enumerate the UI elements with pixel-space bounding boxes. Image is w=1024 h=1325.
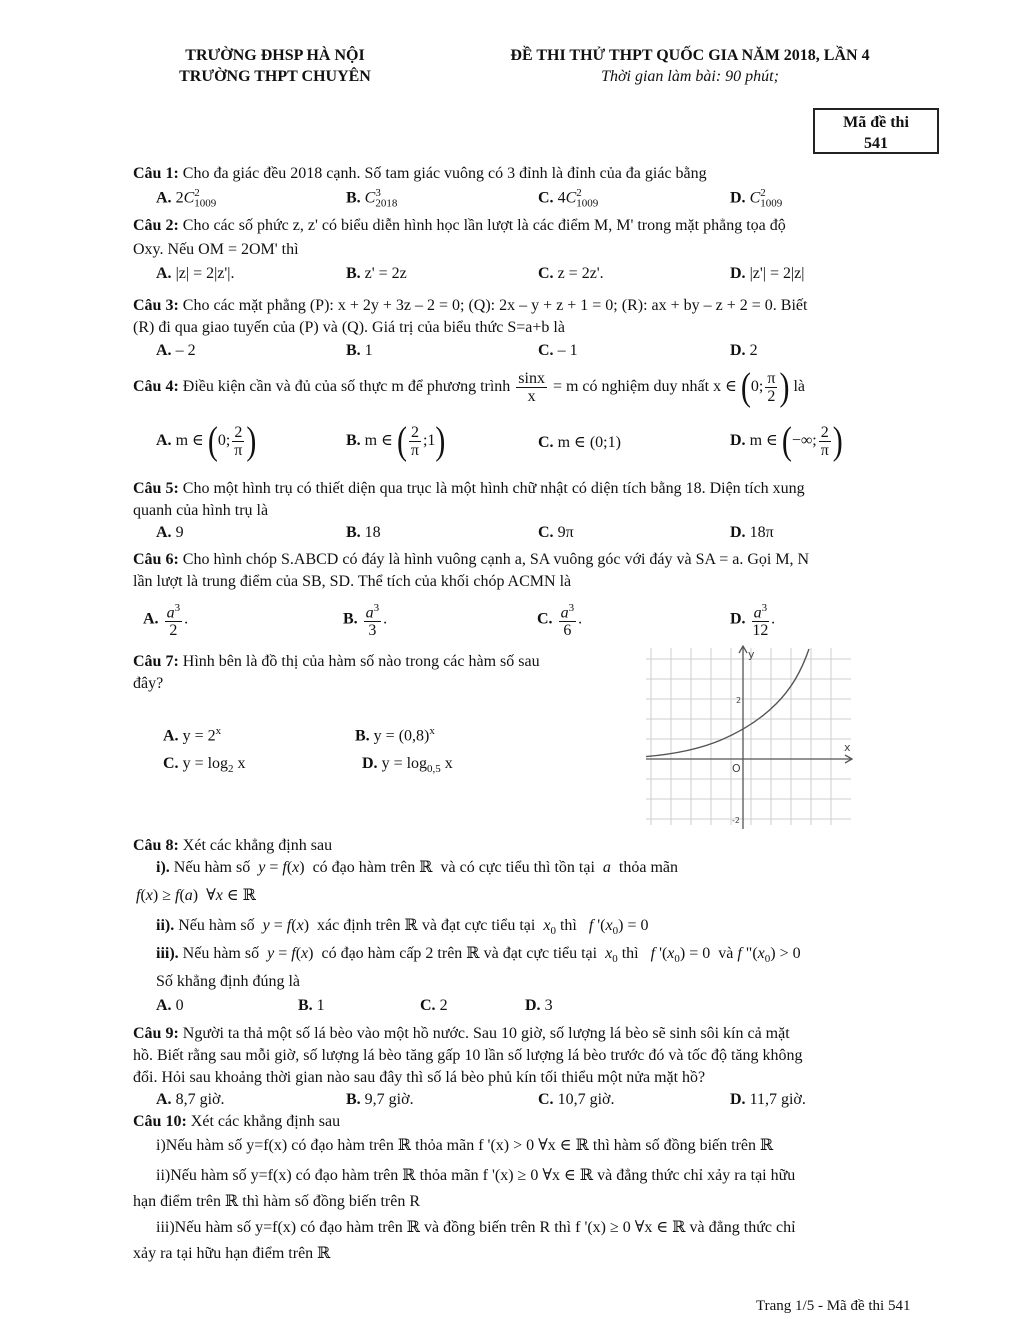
exponential-curve bbox=[646, 649, 809, 757]
q10-statement-iii: iii)Nếu hàm số y=f(x) có đạo hàm trên ℝ và đồng biến trên R thì f '(x) ≥ 0 ∀x ∈ ℝ và đẳng thức chỉ bbox=[156, 1219, 796, 1236]
q1-option-b: B. $C_{2018}^3$ bbox=[346, 187, 398, 210]
q9-text-2: hồ. Biết rằng sau mỗi giờ, số lượng lá bèo tăng gấp 10 lần số lượng lá bèo trước đó và tốc độ tăng không bbox=[133, 1047, 803, 1064]
q5-option-d: D. 18π bbox=[730, 524, 774, 541]
q2-option-d: D. |z'| = 2|z| bbox=[730, 265, 805, 282]
q3-option-a: A. – 2 bbox=[156, 342, 196, 359]
exam-code-box bbox=[813, 108, 939, 154]
q4-fraction: $\frac{\sin x}{x}$ bbox=[518, 370, 545, 405]
question-1 bbox=[133, 164, 707, 183]
q7-text-2: đây? bbox=[133, 675, 164, 692]
q4-option-a: A. m ∈ (0; $\frac{2}{\pi}$ ) bbox=[156, 419, 257, 463]
q7-option-c: C. $y = \log_2 x$ bbox=[163, 755, 246, 776]
graph-tick-pos: 2 bbox=[736, 696, 742, 705]
q1-label: Câu 1: bbox=[133, 165, 179, 182]
q3-option-d: D. 2 bbox=[730, 342, 758, 359]
q9-text-3: đổi. Hỏi sau khoảng thời gian nào sau đây thì số lá bèo phủ kín tối thiểu một nửa mặt hồ? bbox=[133, 1069, 706, 1086]
q9-option-a: A. 8,7 giờ. bbox=[156, 1091, 225, 1108]
q3-option-c: C. – 1 bbox=[538, 342, 578, 359]
question-7: Câu 7: Hình bên là đồ thị của hàm số nào trong các hàm số sau bbox=[133, 653, 540, 670]
q8-statement-iii: iii). Nếu hàm số y = f(x) có đạo hàm cấp 2 trên ℝ và đạt cực tiểu tại $x_0$ thì f '$(x_0) = 0$ và f "$(x_0) > 0$ bbox=[156, 945, 801, 966]
q2-option-b: B. z' = 2z bbox=[346, 265, 407, 282]
q4-option-d: D. m ∈ (−∞; $\frac{2}{\pi}$ ) bbox=[730, 419, 843, 463]
q6-option-b: B. $\frac{a^3}{3}$ . bbox=[343, 602, 388, 640]
q9-text-1: Người ta thả một số lá bèo vào một hồ nước. Sau 10 giờ, số lượng lá bèo sẽ sinh sôi kín cả mặt bbox=[182, 1025, 790, 1042]
q8-summary: Số khẳng định đúng là bbox=[156, 973, 300, 990]
q7-text-1: Hình bên là đồ thị của hàm số nào trong các hàm số sau bbox=[182, 653, 540, 670]
graph-x-label: x bbox=[844, 741, 851, 754]
q10-statement-ii-cont: hạn điểm trên ℝ thì hàm số đồng biến trên R bbox=[133, 1193, 421, 1210]
q5-option-a: A. 9 bbox=[156, 524, 184, 541]
school-name-2: TRƯỜNG THPT CHUYÊN bbox=[179, 68, 371, 85]
q10-statement-iii-cont: xảy ra tại hữu hạn điểm trên ℝ bbox=[133, 1245, 331, 1262]
q2-option-a: A. |z| = 2|z'|. bbox=[156, 265, 235, 282]
question-2: Câu 2: Cho các số phức z, z' có biểu diễn hình học lần lượt là các điểm M, M' trong mặt phẳng tọa độ bbox=[133, 217, 786, 234]
question-4: Câu 4: Điều kiện cần và đủ của số thực m để phương trình $\frac{\sin x}{x}$ = m có nghiệm duy nhất x ∈ (0; $\frac{\pi}{2}$ ) là bbox=[133, 365, 805, 409]
graph-y-label: y bbox=[748, 648, 755, 661]
q9-option-b: B. 9,7 giờ. bbox=[346, 1091, 414, 1108]
q7-option-a: A. $y = 2^x$ bbox=[163, 725, 222, 745]
q3-option-b: B. 1 bbox=[346, 342, 373, 359]
q1-text: Cho đa giác đều 2018 cạnh. Số tam giác vuông có 3 đỉnh là đỉnh của đa giác bằng bbox=[182, 165, 707, 182]
q5-option-b: B. 18 bbox=[346, 524, 381, 541]
q6-text-1: Cho hình chóp S.ABCD có đáy là hình vuông cạnh a, SA vuông góc với đáy và SA = a. Gọi M, N bbox=[182, 551, 810, 568]
q8-option-c: C. 2 bbox=[420, 997, 448, 1014]
q8-option-a: A. 0 bbox=[156, 997, 184, 1014]
q10-statement-i: i)Nếu hàm số y=f(x) có đạo hàm trên ℝ thỏa mãn f '(x) > 0 ∀x ∈ ℝ thì hàm số đồng biến trên ℝ bbox=[156, 1137, 774, 1154]
q8-option-d: D. 3 bbox=[525, 997, 553, 1014]
q10-statement-ii: ii)Nếu hàm số y=f(x) có đạo hàm trên ℝ thỏa mãn f '(x) ≥ 0 ∀x ∈ ℝ và đẳng thức chỉ xảy ra tại hữu bbox=[156, 1167, 796, 1184]
q5-text-1: Cho một hình trụ có thiết diện qua trục là một hình chữ nhật có diện tích bằng 18. Diện tích xung bbox=[182, 480, 805, 497]
school-name-1: TRƯỜNG ĐHSP HÀ NỘI bbox=[185, 47, 365, 64]
q2-text-1: Cho các số phức z, z' có biểu diễn hình học lần lượt là các điểm M, M' trong mặt phẳng tọa độ bbox=[182, 217, 786, 234]
question-3: Câu 3: Cho các mặt phẳng (P): x + 2y + 3z – 2 = 0; (Q): 2x – y + z + 1 = 0; (R): ax + by – z + 2 = 0. Biết bbox=[133, 297, 808, 314]
q7-option-d: D. $y = \log_{0,5} x$ bbox=[362, 755, 453, 776]
q3-text-2: (R) đi qua giao tuyến của (P) và (Q). Giá trị của biểu thức S=a+b là bbox=[133, 319, 565, 336]
q9-option-d: D. 11,7 giờ. bbox=[730, 1091, 806, 1108]
exam-title: ĐỀ THI THỬ THPT QUỐC GIA NĂM 2018, LẦN 4 bbox=[510, 47, 870, 64]
page-footer: Trang 1/5 - Mã đề thi 541 bbox=[756, 1298, 911, 1314]
q8-statement-i: i). Nếu hàm số y = f(x) có đạo hàm trên ℝ và có cực tiểu thì tồn tại a thỏa mãn bbox=[156, 859, 678, 876]
q1-option-d: D. $C_{1009}^2$ bbox=[730, 187, 783, 210]
q7-function-graph bbox=[646, 644, 856, 829]
q1-option-c: C. $4C_{1009}^2$ bbox=[538, 187, 599, 210]
question-10: Câu 10: Xét các khẳng định sau bbox=[133, 1113, 341, 1130]
question-9: Câu 9: Người ta thả một số lá bèo vào một hồ nước. Sau 10 giờ, số lượng lá bèo sẽ sinh sôi kín cả mặt bbox=[133, 1025, 790, 1042]
q8-statement-i-cont: f(x) ≥ f(a) ∀x ∈ ℝ bbox=[136, 887, 257, 904]
q1-option-a: A. $2C_{1009}^2$ bbox=[156, 187, 217, 210]
q2-text-2: Oxy. Nếu OM = 2OM' thì bbox=[133, 241, 299, 258]
q7-option-b: B. $y = (0,8)^x$ bbox=[355, 725, 435, 745]
q4-option-b: B. m ∈ ( $\frac{2}{\pi}$ ;1) bbox=[346, 419, 446, 463]
exam-code-value: 541 bbox=[864, 135, 888, 152]
q6-option-d: D. $\frac{a^3}{12}$ . bbox=[730, 602, 776, 640]
q2-option-c: C. z = 2z'. bbox=[538, 265, 604, 282]
question-8: Câu 8: Xét các khẳng định sau bbox=[133, 837, 333, 854]
q8-option-b: B. 1 bbox=[298, 997, 325, 1014]
q8-statement-ii: ii). Nếu hàm số y = f(x) xác định trên ℝ và đạt cực tiểu tại $x_0$ thì f '$(x_0) = 0$ bbox=[156, 917, 649, 938]
q4-option-c: C. m ∈ (0;1) bbox=[538, 434, 621, 451]
graph-tick-neg: -2 bbox=[732, 816, 740, 825]
q3-text-1: Cho các mặt phẳng (P): x + 2y + 3z – 2 = 0; (Q): 2x – y + z + 1 = 0; (R): ax + by – z + 2 = 0. Biết bbox=[182, 297, 808, 314]
question-5: Câu 5: Cho một hình trụ có thiết diện qua trục là một hình chữ nhật có diện tích bằng 18. Diện tích xung bbox=[133, 480, 805, 497]
graph-origin-label: O bbox=[732, 762, 741, 775]
q9-option-c: C. 10,7 giờ. bbox=[538, 1091, 615, 1108]
exam-code-label: Mã đề thi bbox=[843, 114, 909, 131]
q6-option-a: A. $\frac{a^3}{2}$ . bbox=[143, 602, 189, 640]
graph-grid bbox=[646, 648, 851, 825]
question-6: Câu 6: Cho hình chóp S.ABCD có đáy là hình vuông cạnh a, SA vuông góc với đáy và SA = a. Gọi M, N bbox=[133, 551, 810, 568]
q6-text-2: lần lượt là trung điểm của SB, SD. Thể tích của khối chóp ACMN là bbox=[133, 573, 572, 590]
q8-text: Xét các khẳng định sau bbox=[182, 837, 333, 854]
q5-option-c: C. 9π bbox=[538, 524, 574, 541]
q10-text: Xét các khẳng định sau bbox=[190, 1113, 341, 1130]
q5-text-2: quanh của hình trụ là bbox=[133, 502, 269, 519]
exam-duration: Thời gian làm bài: 90 phút; bbox=[601, 68, 779, 85]
q4-text: Điều kiện cần và đủ của số thực m để phương trình bbox=[182, 378, 511, 396]
q6-option-c: C. $\frac{a^3}{6}$ . bbox=[537, 602, 583, 640]
